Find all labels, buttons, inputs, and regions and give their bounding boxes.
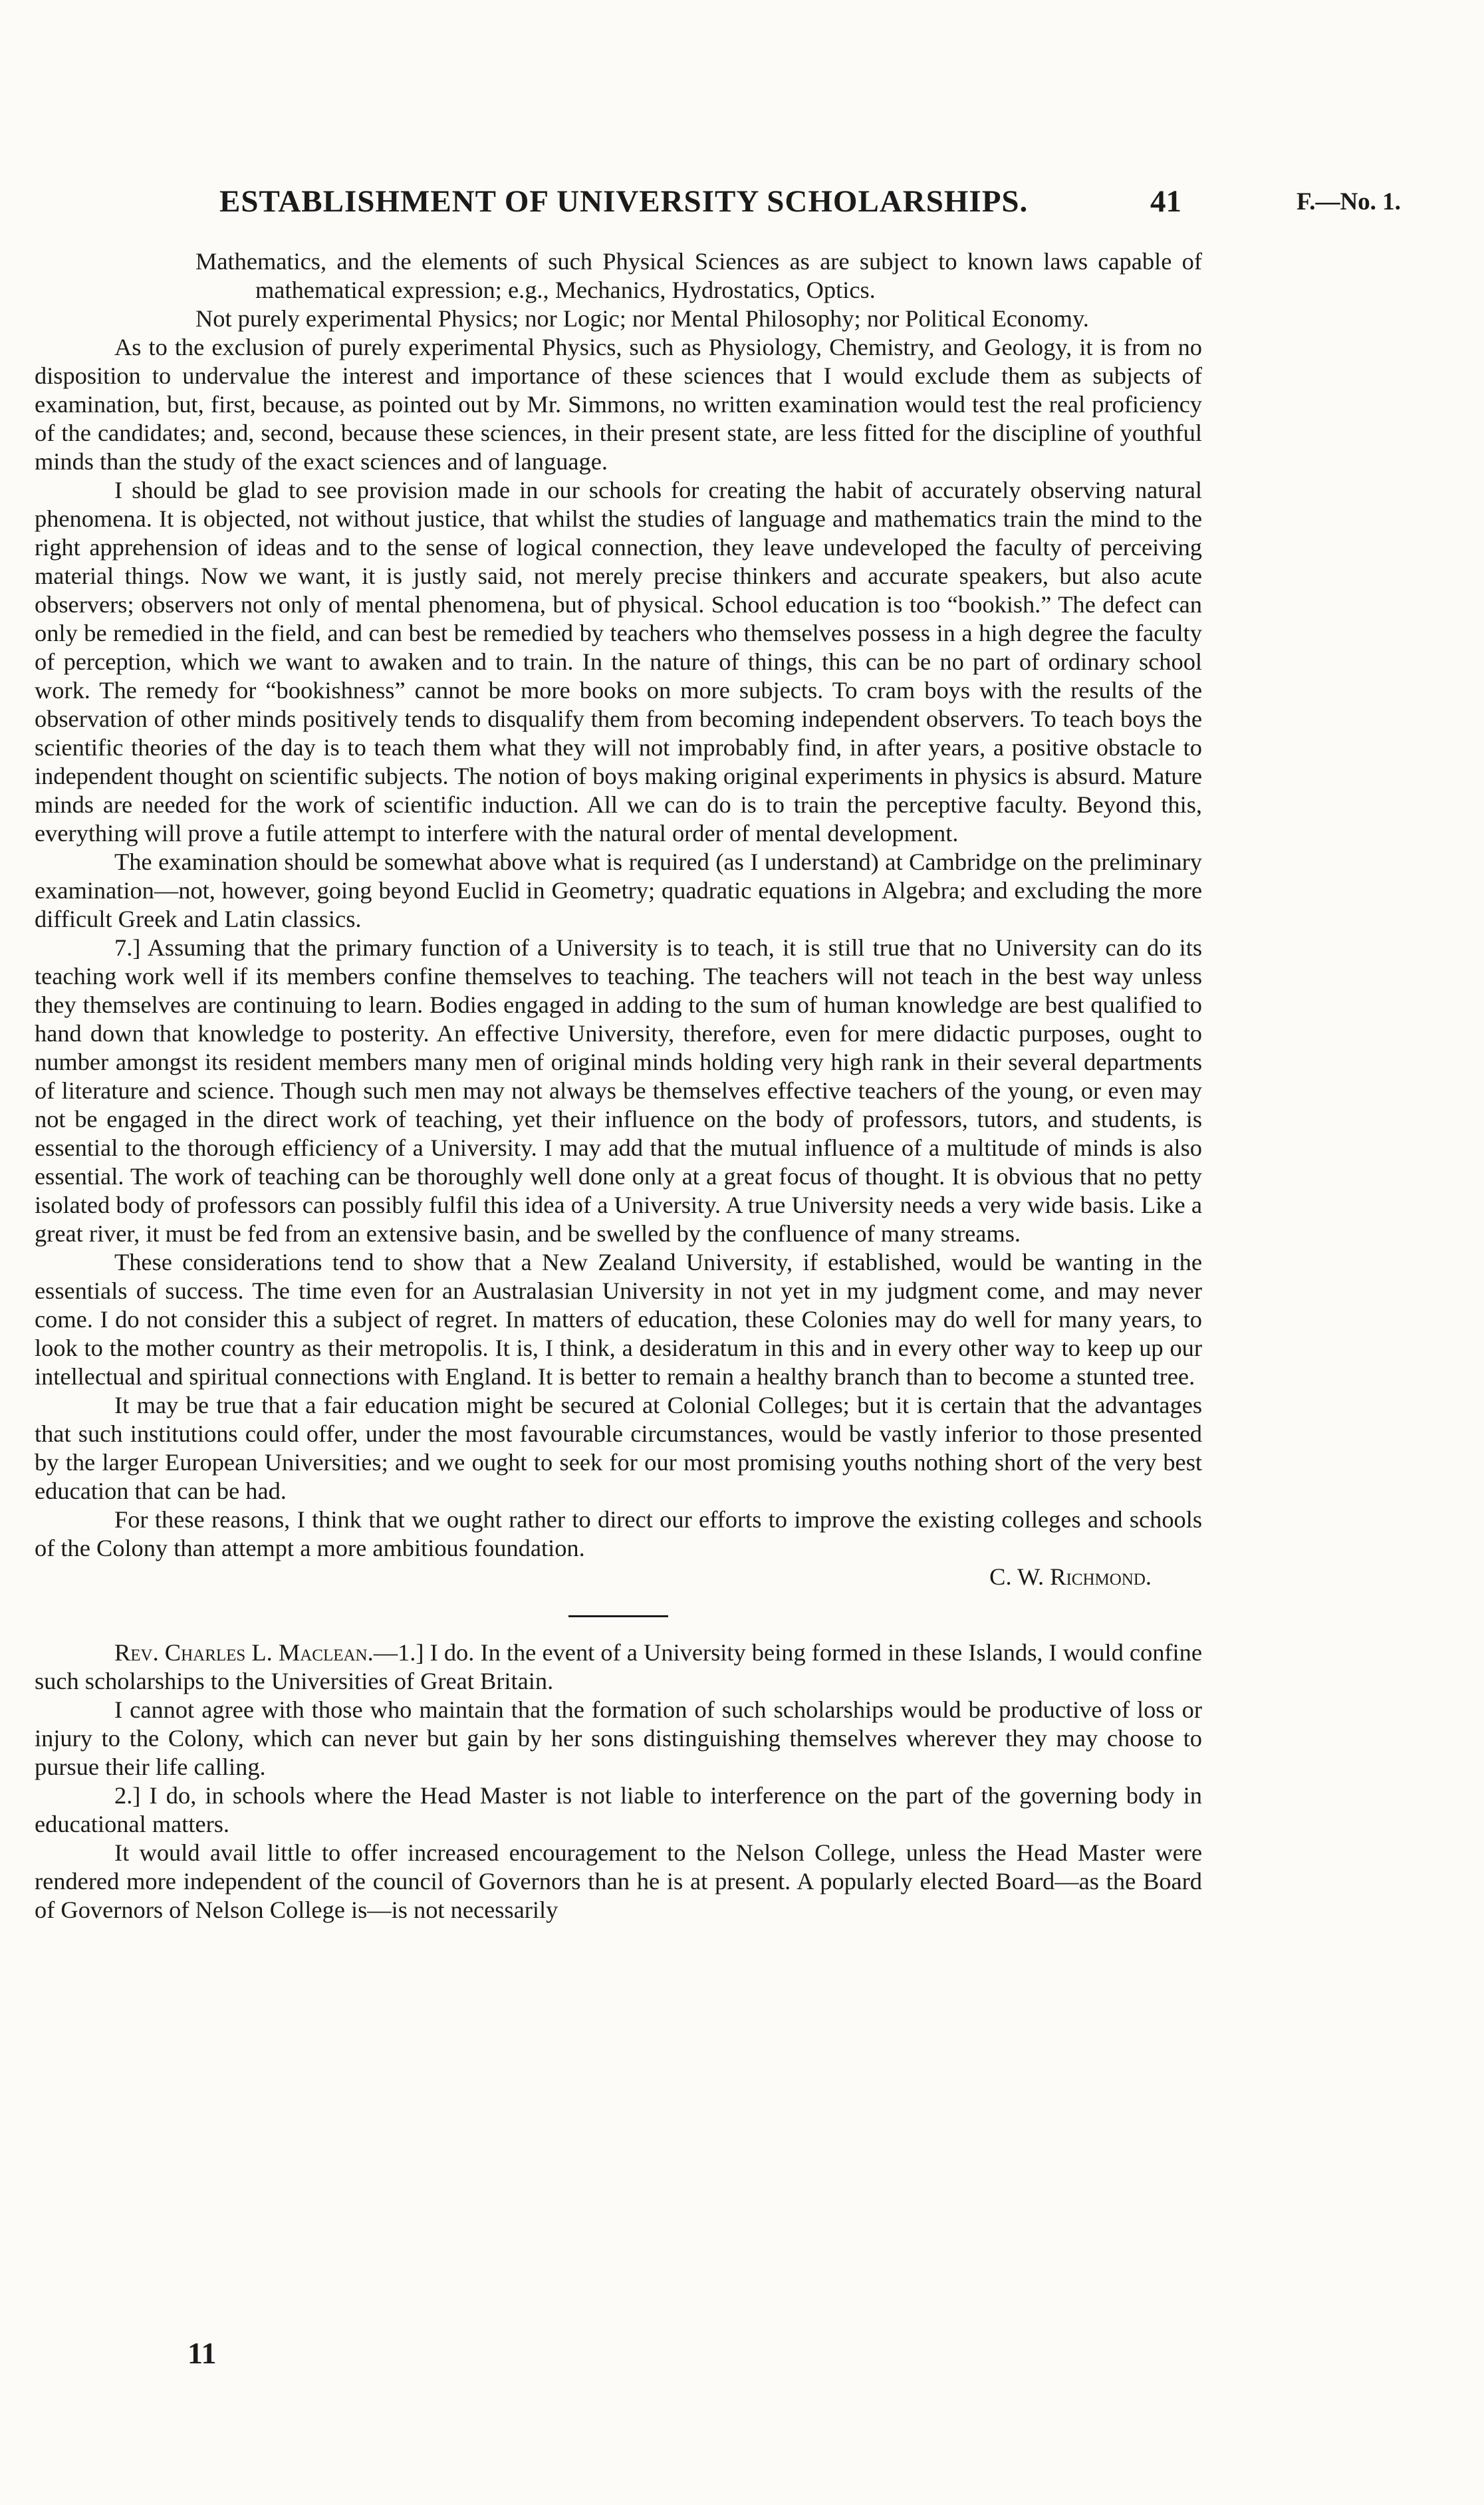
paragraph-head-master: 2.] I do, in schools where the Head Master is not liable to interference on the part of the governing body in educational matters. bbox=[35, 1782, 1202, 1837]
page-header bbox=[219, 184, 1401, 230]
page-number: 41 bbox=[1150, 184, 1181, 219]
paragraph-scholarship-benefit: I cannot agree with those who maintain that the formation of such scholarships would be productive of loss or injury to the Colony, which can never but gain by her sons distinguishing themselves wherever they may choose to pursue their life calling. bbox=[35, 1696, 1202, 1780]
paragraph-examination-level: The examination should be somewhat above what is required (as I understand) at Cambridge on the preliminary examination—not, however, going beyond Euclid in Geometry; quadratic equations in Algebra; and excluding the more difficult Greek and Latin classics. bbox=[35, 849, 1202, 932]
paragraph-colonial-colleges: It may be true that a fair education might be secured at Colonial Colleges; but it is certain that the advantages that such institutions could offer, under the most favourable circumstances, would be vastly inferior to those presented by the larger European Universities; and we ought to seek for our most promising youths nothing short of the very best education that can be had. bbox=[35, 1392, 1202, 1504]
paragraph-new-zealand-university: These considerations tend to show that a New Zealand University, if established, would be wanting in the essentials of success. The time even for an Australasian University in not yet in my judgment come, and may never come. I do not consider this a subject of regret. In matters of education, these Colonies may do well for many years, to look to the mother country as their metropolis. It is, I think, a desideratum in this and in every other way to keep up our intellectual and spiritual connections with England. It is better to remain a healthy branch than to become a stunted tree. bbox=[35, 1249, 1202, 1390]
paragraph-exclusion-of-physics: As to the exclusion of purely experimental Physics, such as Physiology, Chemistry, and Geology, it is from no disposition to undervalue the interest and importance of these sciences that I would exclude them as subjects of examination, but, first, because, as pointed out by Mr. Simmons, no written examination would test the real proficiency of the candidates; and, second, because these sciences, in their present state, are less fitted for the discipline of youthful minds than the study of the exact sciences and of language. bbox=[35, 334, 1202, 475]
report-reference: F.—No. 1. bbox=[1297, 188, 1401, 215]
paragraph-conclusion: For these reasons, I think that we ought rather to direct our efforts to improve the existing colleges and schools of the Colony than attempt a more ambitious foundation. bbox=[35, 1506, 1202, 1561]
subject-list-mathematics: Mathematics, and the elements of such Physical Sciences as are subject to known laws capable of mathematical expression; e.g., Mechanics, Hydrostatics, Optics. bbox=[195, 248, 1202, 303]
section-divider bbox=[568, 1615, 668, 1617]
running-title: ESTABLISHMENT OF UNIVERSITY SCHOLARSHIPS. bbox=[219, 184, 1029, 219]
letter-opening-text: —1.] I do. In the event of a University being formed in these Islands, I would confine such scholarships to the Universities of Great Britain. bbox=[35, 1639, 1202, 1694]
paragraph-nelson-college: It would avail little to offer increased encouragement to the Nelson College, unless the Head Master were rendered more independent of the council of Governors than he is at present. A popularly elected Board—as the Board of Governors of Nelson College is—is not necessarily bbox=[35, 1839, 1202, 1923]
body-text bbox=[35, 247, 1202, 1924]
paragraph-university-function: 7.] Assuming that the primary function of a University is to teach, it is still true that no University can do its teaching work well if its members confine themselves to teaching. The teachers will not teach in the best way unless they themselves are continuing to learn. Bodies engaged in adding to the sum of human knowledge are best qualified to hand down that knowledge to posterity. An effective University, therefore, even for mere didactic purposes, ought to number amongst its resident members many men of original minds holding very high rank in their several departments of literature and science. Though such men may not always be themselves effective teachers of the young, or even may not be engaged in the direct work of teaching, yet their influence on the body of professors, tutors, and students, is essential to the thorough efficiency of a University. I may add that the mutual influence of a multitude of minds is also essential. The work of teaching can be thoroughly well done only at a great focus of thought. It is obvious that no petty isolated body of professors can possibly fulfil this idea of a University. A true University needs a very wide basis. Like a great river, it must be fed from an extensive basin, and be swelled by the confluence of many streams. bbox=[35, 934, 1202, 1247]
letter-author: Rev. Charles L. Maclean. bbox=[114, 1639, 374, 1666]
letter-opening-paragraph bbox=[35, 1639, 1202, 1696]
paragraph-observing-phenomena: I should be glad to see provision made in our schools for creating the habit of accurately observing natural phenomena. It is objected, not without justice, that whilst the studies of language and mathematics train the mind to the right apprehension of ideas and to the sense of logical connection, they leave undeveloped the faculty of perceiving material things. Now we want, it is justly said, not merely precise thinkers and accurate speakers, but also acute observers; observers not only of mental phenomena, but of physical. School education is too “bookish.” The defect can only be remedied in the field, and can best be remedied by teachers who themselves possess in a high degree the faculty of perception, which we want to awaken and to train. In the nature of things, this can be no part of ordinary school work. The remedy for “bookishness” cannot be more books on more subjects. To cram boys with the results of the observation of other minds positively tends to disqualify them from becoming independent observers. To teach boys the scientific theories of the day is to teach them what they will not improbably find, in after years, a positive obstacle to independent thought on scientific subjects. The notion of boys making original experiments in physics is absurd. Mature minds are needed for the work of scientific induction. All we can do is to train the perceptive faculty. Beyond this, everything will prove a futile attempt to interfere with the natural order of mental development. bbox=[35, 477, 1202, 847]
signature: C. W. Richmond. bbox=[989, 1563, 1152, 1590]
sheet-number: 11 bbox=[187, 2336, 217, 2370]
subject-list-excluded: Not purely experimental Physics; nor Logic; nor Mental Philosophy; nor Political Economy. bbox=[195, 305, 1089, 332]
